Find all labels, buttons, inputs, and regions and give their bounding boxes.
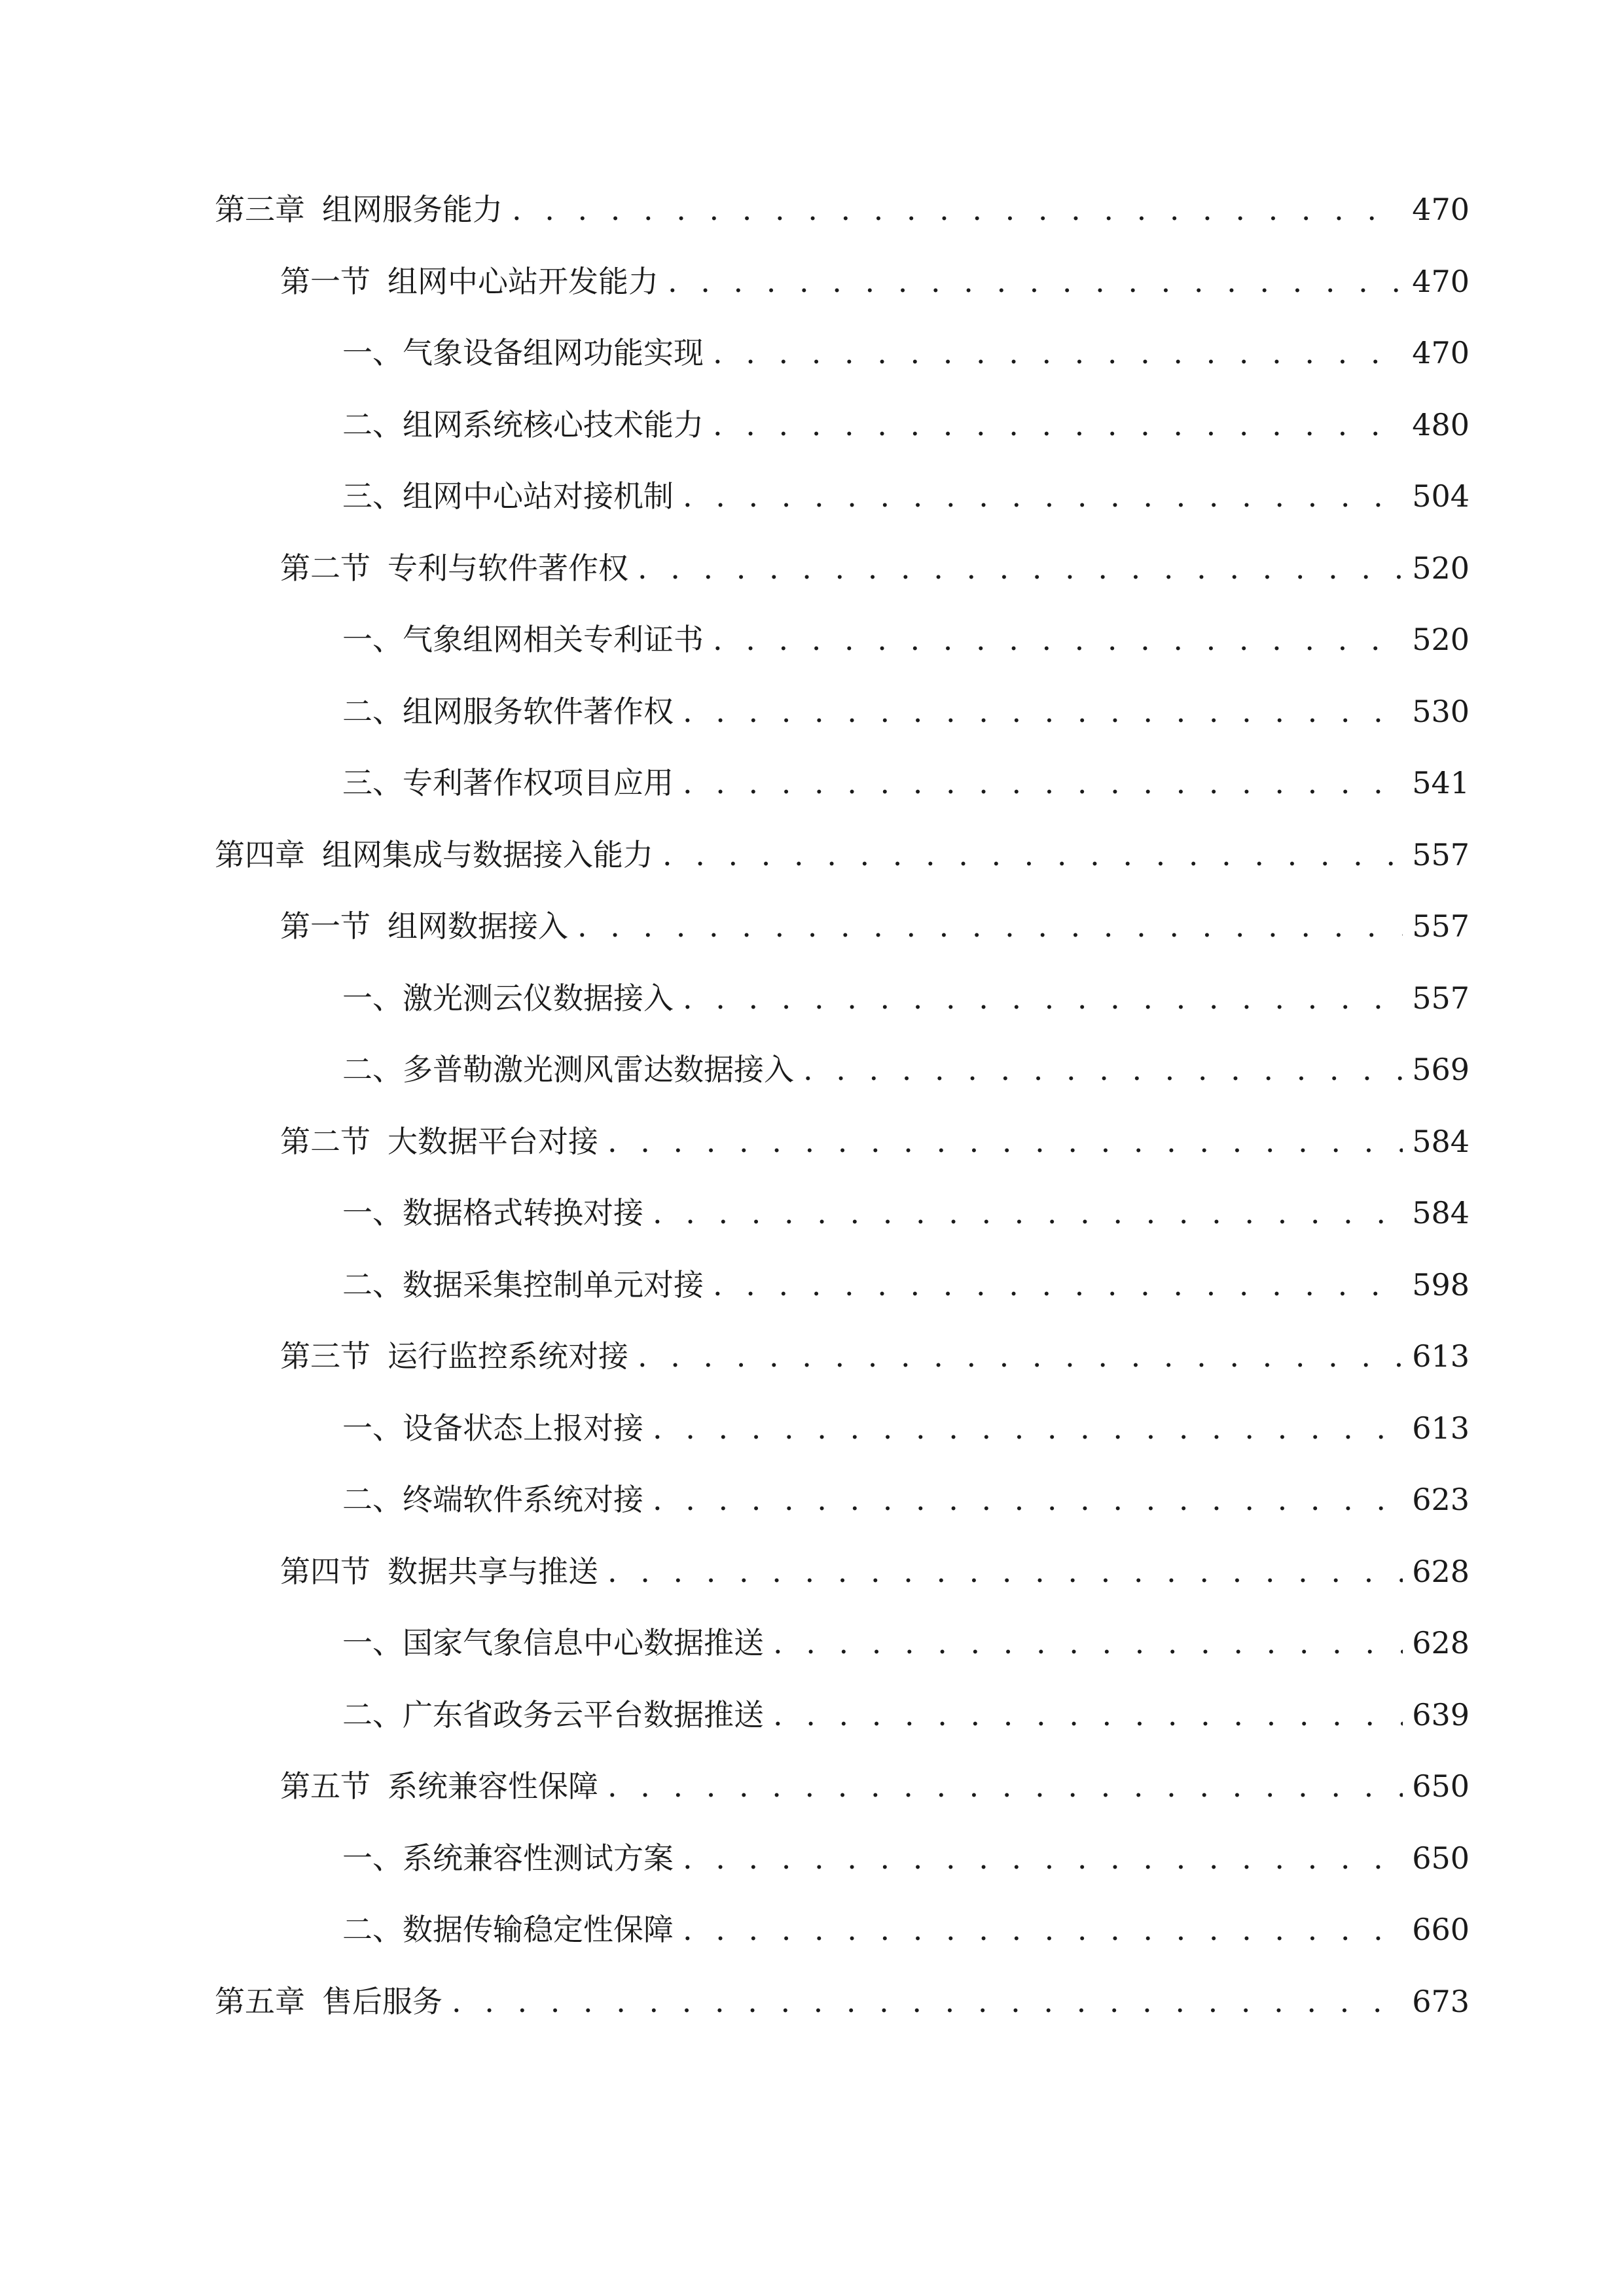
dot-leader — [683, 1910, 1403, 1949]
toc-entry-page-number: 613 — [1412, 1410, 1470, 1446]
dot-leader — [803, 1050, 1403, 1089]
dot-leader — [653, 1193, 1403, 1232]
toc-entry-number: 一、 — [342, 980, 403, 1016]
toc-entry-number: 二、 — [342, 406, 403, 442]
toc-entry-title: 数据共享与推送 — [388, 1553, 598, 1589]
dot-leader — [683, 476, 1403, 516]
toc-entry-page-number: 520 — [1412, 550, 1470, 586]
toc-entry-page-number: 660 — [1412, 1912, 1470, 1947]
dot-leader — [653, 1480, 1403, 1519]
toc-entry[interactable] — [215, 1408, 1470, 1480]
toc-entry-number: 三、 — [342, 765, 403, 800]
toc-entry-page-number: 557 — [1412, 908, 1470, 944]
toc-entry-number: 第一节 — [280, 263, 370, 299]
toc-entry[interactable] — [215, 1122, 1470, 1194]
toc-entry[interactable] — [215, 1552, 1470, 1624]
toc-entry[interactable] — [215, 1839, 1470, 1910]
toc-entry-page-number: 470 — [1412, 263, 1470, 299]
toc-entry-title: 数据传输稳定性保障 — [403, 1912, 674, 1947]
toc-entry-page-number: 480 — [1412, 406, 1470, 442]
toc-entry-page-number: 504 — [1412, 478, 1470, 514]
dot-leader — [773, 1695, 1403, 1734]
toc-entry-page-number: 650 — [1412, 1840, 1470, 1876]
dot-leader — [638, 548, 1403, 588]
dot-leader — [452, 1982, 1403, 2021]
toc-entry[interactable] — [215, 1480, 1470, 1552]
toc-entry-page-number: 613 — [1412, 1338, 1470, 1374]
toc-entry-title: 组网数据接入 — [388, 908, 568, 944]
toc-entry[interactable] — [215, 763, 1470, 835]
toc-entry-number: 第二节 — [280, 550, 370, 586]
toc-entry-title: 大数据平台对接 — [388, 1123, 598, 1159]
toc-entry-title: 设备状态上报对接 — [403, 1410, 643, 1446]
toc-entry-page-number: 530 — [1412, 693, 1470, 729]
toc-entry-number: 第五章 — [215, 1983, 305, 2019]
toc-entry-page-number: 557 — [1412, 980, 1470, 1016]
toc-entry-title: 组网中心站开发能力 — [388, 263, 659, 299]
toc-entry[interactable] — [215, 1265, 1470, 1337]
toc-entry-number: 二、 — [342, 693, 403, 729]
toc-entry-number: 第四章 — [215, 836, 305, 872]
toc-entry-title: 组网集成与数据接入能力 — [322, 836, 653, 872]
toc-entry-number: 一、 — [342, 1840, 403, 1876]
toc-entry-page-number: 470 — [1412, 335, 1470, 370]
toc-entry-title: 专利著作权项目应用 — [403, 765, 674, 800]
toc-entry-page-number: 639 — [1412, 1696, 1470, 1732]
toc-entry-title: 组网中心站对接机制 — [403, 478, 674, 514]
dot-leader — [713, 620, 1403, 659]
toc-entry[interactable] — [215, 1910, 1470, 1982]
toc-entry-title: 国家气象信息中心数据推送 — [403, 1625, 764, 1660]
toc-entry-page-number: 673 — [1412, 1983, 1470, 2019]
toc-entry-page-number: 628 — [1412, 1553, 1470, 1589]
toc-entry[interactable] — [215, 1767, 1470, 1839]
dot-leader — [653, 1408, 1403, 1448]
toc-entry-page-number: 584 — [1412, 1123, 1470, 1159]
toc-entry-title: 终端软件系统对接 — [403, 1482, 643, 1517]
toc-entry-title: 系统兼容性保障 — [388, 1768, 598, 1804]
toc-entry-title: 数据格式转换对接 — [403, 1195, 643, 1230]
toc-list — [215, 190, 1470, 2053]
toc-entry-number: 二、 — [342, 1696, 403, 1732]
toc-entry-number: 一、 — [342, 622, 403, 657]
dot-leader — [607, 1767, 1403, 1806]
toc-entry-title: 专利与软件著作权 — [388, 550, 628, 586]
toc-entry-title: 组网服务能力 — [322, 192, 503, 227]
toc-entry-title: 气象组网相关专利证书 — [403, 622, 704, 657]
toc-entry[interactable] — [215, 692, 1470, 764]
toc-entry-title: 激光测云仪数据接入 — [403, 980, 674, 1016]
toc-entry[interactable] — [215, 620, 1470, 692]
toc-entry[interactable] — [215, 906, 1470, 978]
toc-entry[interactable] — [215, 1050, 1470, 1122]
toc-entry-number: 二、 — [342, 1052, 403, 1087]
toc-entry[interactable] — [215, 1193, 1470, 1265]
toc-entry-title: 多普勒激光测风雷达数据接入 — [403, 1052, 794, 1087]
toc-entry-number: 一、 — [342, 1195, 403, 1230]
toc-entry-number: 一、 — [342, 1410, 403, 1446]
table-of-contents — [215, 190, 1470, 2053]
toc-entry-number: 第二节 — [280, 1123, 370, 1159]
toc-entry-title: 系统兼容性测试方案 — [403, 1840, 674, 1876]
toc-entry-title: 组网系统核心技术能力 — [403, 406, 704, 442]
toc-entry[interactable] — [215, 1623, 1470, 1695]
toc-entry[interactable] — [215, 978, 1470, 1050]
toc-entry-title: 气象设备组网功能实现 — [403, 335, 704, 370]
dot-leader — [512, 190, 1403, 229]
toc-entry-page-number: 541 — [1412, 765, 1470, 800]
toc-entry-title: 运行监控系统对接 — [388, 1338, 628, 1374]
toc-entry-page-number: 470 — [1412, 192, 1470, 227]
toc-entry-number: 一、 — [342, 1625, 403, 1660]
toc-entry-title: 组网服务软件著作权 — [403, 693, 674, 729]
dot-leader — [683, 692, 1403, 731]
toc-entry-number: 第四节 — [280, 1553, 370, 1589]
toc-entry[interactable] — [215, 1695, 1470, 1767]
toc-entry-page-number: 598 — [1412, 1266, 1470, 1302]
toc-entry-number: 二、 — [342, 1912, 403, 1947]
toc-entry-number: 二、 — [342, 1266, 403, 1302]
toc-entry[interactable] — [215, 405, 1470, 477]
toc-entry-page-number: 623 — [1412, 1482, 1470, 1517]
toc-entry[interactable] — [215, 835, 1470, 907]
dot-leader — [683, 978, 1403, 1018]
toc-entry-page-number: 628 — [1412, 1625, 1470, 1660]
toc-entry-title: 数据采集控制单元对接 — [403, 1266, 704, 1302]
toc-entry-number: 第三节 — [280, 1338, 370, 1374]
toc-entry-number: 三、 — [342, 478, 403, 514]
dot-leader — [662, 835, 1403, 874]
toc-entry[interactable] — [215, 190, 1470, 262]
toc-entry-number: 二、 — [342, 1482, 403, 1517]
dot-leader — [713, 1265, 1403, 1304]
toc-entry[interactable] — [215, 1336, 1470, 1408]
toc-entry-number: 第一节 — [280, 908, 370, 944]
dot-leader — [668, 262, 1403, 301]
dot-leader — [713, 405, 1403, 444]
toc-entry-page-number: 584 — [1412, 1195, 1470, 1230]
toc-entry-number: 第五节 — [280, 1768, 370, 1804]
dot-leader — [683, 763, 1403, 802]
toc-entry-page-number: 569 — [1412, 1052, 1470, 1087]
toc-entry[interactable] — [215, 333, 1470, 405]
dot-leader — [683, 1839, 1403, 1878]
toc-entry[interactable] — [215, 548, 1470, 620]
toc-entry-title: 售后服务 — [322, 1983, 442, 2019]
dot-leader — [773, 1623, 1403, 1662]
dot-leader — [607, 1122, 1403, 1161]
dot-leader — [638, 1336, 1403, 1376]
toc-entry-number: 一、 — [342, 335, 403, 370]
toc-entry-page-number: 650 — [1412, 1768, 1470, 1804]
dot-leader — [607, 1552, 1403, 1591]
toc-entry[interactable] — [215, 1982, 1470, 2054]
toc-entry[interactable] — [215, 476, 1470, 548]
toc-entry-page-number: 557 — [1412, 836, 1470, 872]
toc-entry-title: 广东省政务云平台数据推送 — [403, 1696, 764, 1732]
toc-entry[interactable] — [215, 262, 1470, 334]
toc-entry-page-number: 520 — [1412, 622, 1470, 657]
dot-leader — [577, 906, 1403, 946]
toc-entry-number: 第三章 — [215, 192, 305, 227]
dot-leader — [713, 333, 1403, 372]
